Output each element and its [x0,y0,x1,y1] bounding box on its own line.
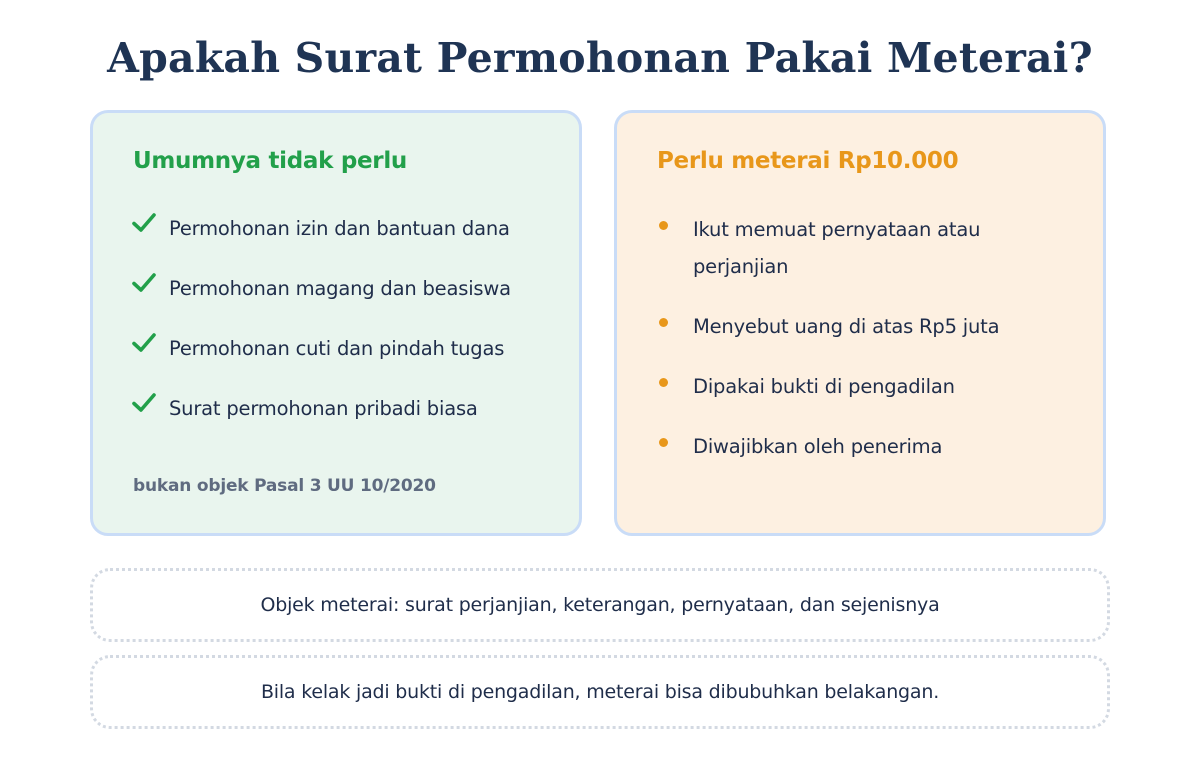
stamp-required-heading: Perlu meterai Rp10.000 [657,148,959,174]
list-item [131,391,551,431]
list-item-label: Dipakai bukti di pengadilan [693,375,955,398]
bullet-icon [659,378,668,387]
list-item [131,211,551,251]
no-stamp-card [90,110,582,536]
page-title: Apakah Surat Permohonan Pakai Meterai? [107,34,1093,82]
list-item-label: Surat permohonan pribadi biasa [169,397,478,420]
bullet-icon [659,318,668,327]
check-icon [131,391,157,415]
list-item-label: Permohonan izin dan bantuan dana [169,217,510,240]
legal-footnote: bukan objek Pasal 3 UU 10/2020 [133,476,436,496]
list-item-label: Diwajibkan oleh penerima [693,435,943,458]
check-icon [131,331,157,355]
stamp-object-note: Objek meterai: surat perjanjian, keterangan, pernyataan, dan sejenisnya [90,568,1110,642]
no-stamp-heading: Umumnya tidak perlu [133,148,408,174]
list-item-label: Menyebut uang di atas Rp5 juta [693,315,1000,338]
court-evidence-note: Bila kelak jadi bukti di pengadilan, meterai bisa dibubuhkan belakangan. [90,655,1110,729]
check-icon [131,211,157,235]
bullet-icon [659,221,668,230]
bullet-icon [659,438,668,447]
check-icon [131,271,157,295]
list-item-label: Ikut memuat pernyataan atau perjanjian [693,218,981,278]
list-item-label: Permohonan cuti dan pindah tugas [169,337,505,360]
stamp-required-card [614,110,1106,536]
list-item-label: Permohonan magang dan beasiswa [169,277,511,300]
list-item [131,271,551,311]
list-item [131,331,551,371]
